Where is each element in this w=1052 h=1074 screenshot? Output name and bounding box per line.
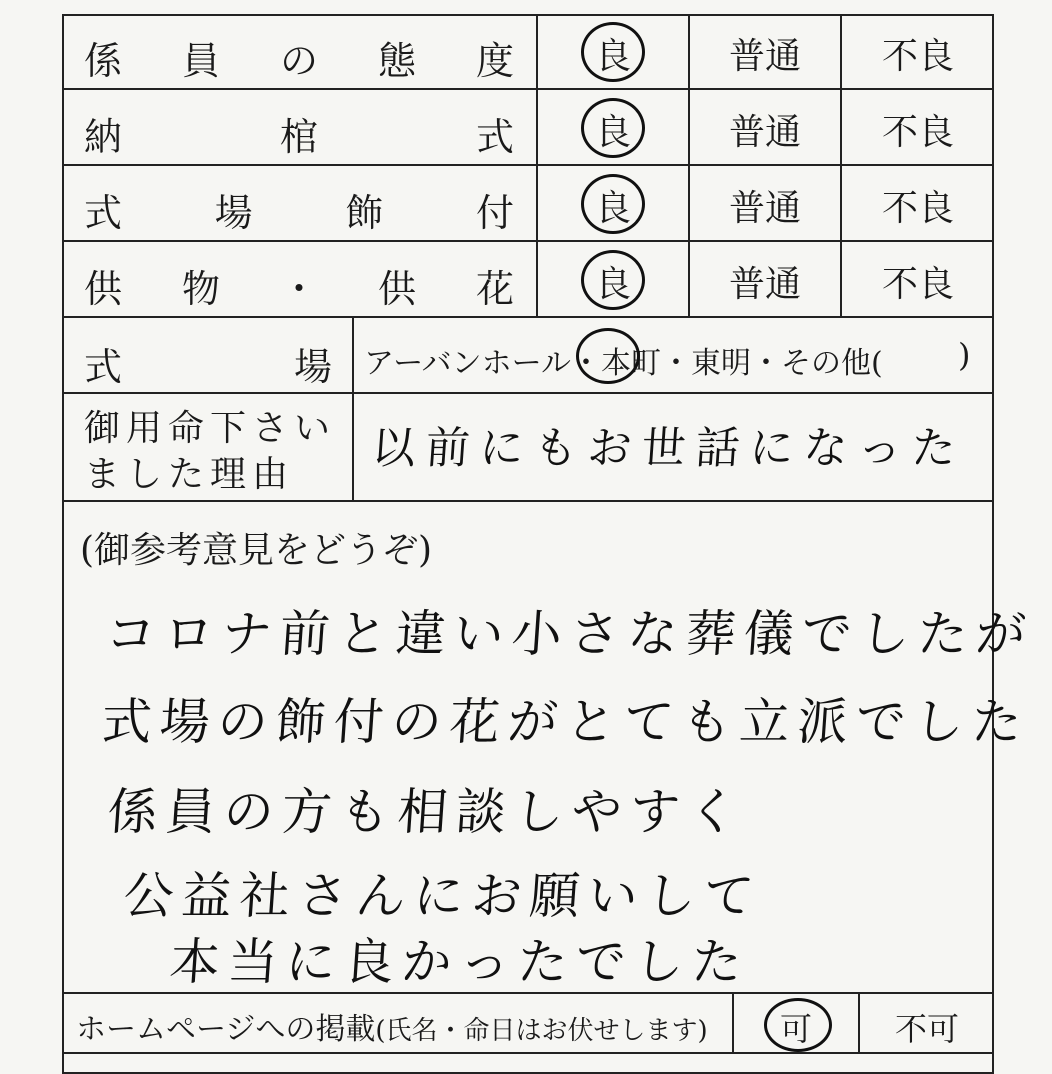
opinion-line: 係員の方も相談しやすく [105,783,748,841]
rating-option-bad[interactable]: 不良 [881,112,954,153]
reason-label-line1: 御用命下さい [84,408,337,449]
opinion-area [62,502,1036,994]
rating-row [62,166,994,242]
rating-option-normal[interactable]: 普通 [728,112,801,153]
opinion-line: コロナ前と違い小さな葬儀でしたが [103,605,1036,663]
venue-choice-selected[interactable]: 本町 [601,346,661,381]
opinion-line: 公益社さんにお願いして [121,867,764,925]
rating-label: 供 物 ・ 供 花 [84,267,514,311]
rating-option-bad[interactable]: 不良 [881,188,954,229]
rating-option-normal[interactable]: 普通 [728,188,801,229]
reason-label-line2: ました理由 [84,454,295,495]
rating-option-bad[interactable]: 不良 [881,36,954,77]
homepage-label: ホームページへの掲載 [76,1012,376,1047]
homepage-selection-circle [764,998,832,1052]
homepage-note: (氏名・命日はお伏せします) [375,1016,708,1046]
venue-choices: アーバンホール・本町・東明・その他( [364,346,883,381]
rating-option-good[interactable]: 良 [594,188,631,229]
rating-label: 納 棺 式 [84,115,514,159]
venue-close-paren: ) [958,336,971,374]
opinion-prompt: (御参考意見をどうぞ) [80,530,433,571]
venue-label: 式 場 [84,345,332,389]
rating-selection-circle [581,250,645,310]
homepage-option-deny[interactable]: 不可 [894,1010,959,1048]
venue-choice[interactable]: その他( [781,346,883,381]
rating-selection-circle [581,98,645,158]
rating-label: 式 場 飾 付 [84,191,514,235]
rating-selection-circle [581,174,645,234]
rating-row [62,14,994,90]
homepage-option-allow[interactable]: 可 [779,1010,812,1048]
rating-option-good[interactable]: 良 [594,112,631,153]
rating-label: 係 員 の 態 度 [84,39,514,83]
reason-row [62,394,994,502]
rating-row [62,90,994,166]
homepage-row [62,994,994,1054]
rating-selection-circle [581,22,645,82]
opinion-line: 本当に良かったでした [167,933,752,991]
venue-choice[interactable]: 東明 [691,346,751,381]
rating-option-good[interactable]: 良 [594,264,631,305]
reason-answer: 以前にもお世話になった [369,423,968,474]
rating-option-good[interactable]: 良 [594,36,631,77]
survey-form [62,14,1036,1074]
rating-option-normal[interactable]: 普通 [728,36,801,77]
rating-row [62,242,994,318]
venue-choice[interactable]: アーバンホール [364,346,571,381]
rating-option-normal[interactable]: 普通 [728,264,801,305]
venue-selection-circle [576,328,640,384]
rating-option-bad[interactable]: 不良 [881,264,954,305]
venue-row [62,318,994,394]
opinion-line: 式場の飾付の花がとても立派でした [99,693,1032,751]
